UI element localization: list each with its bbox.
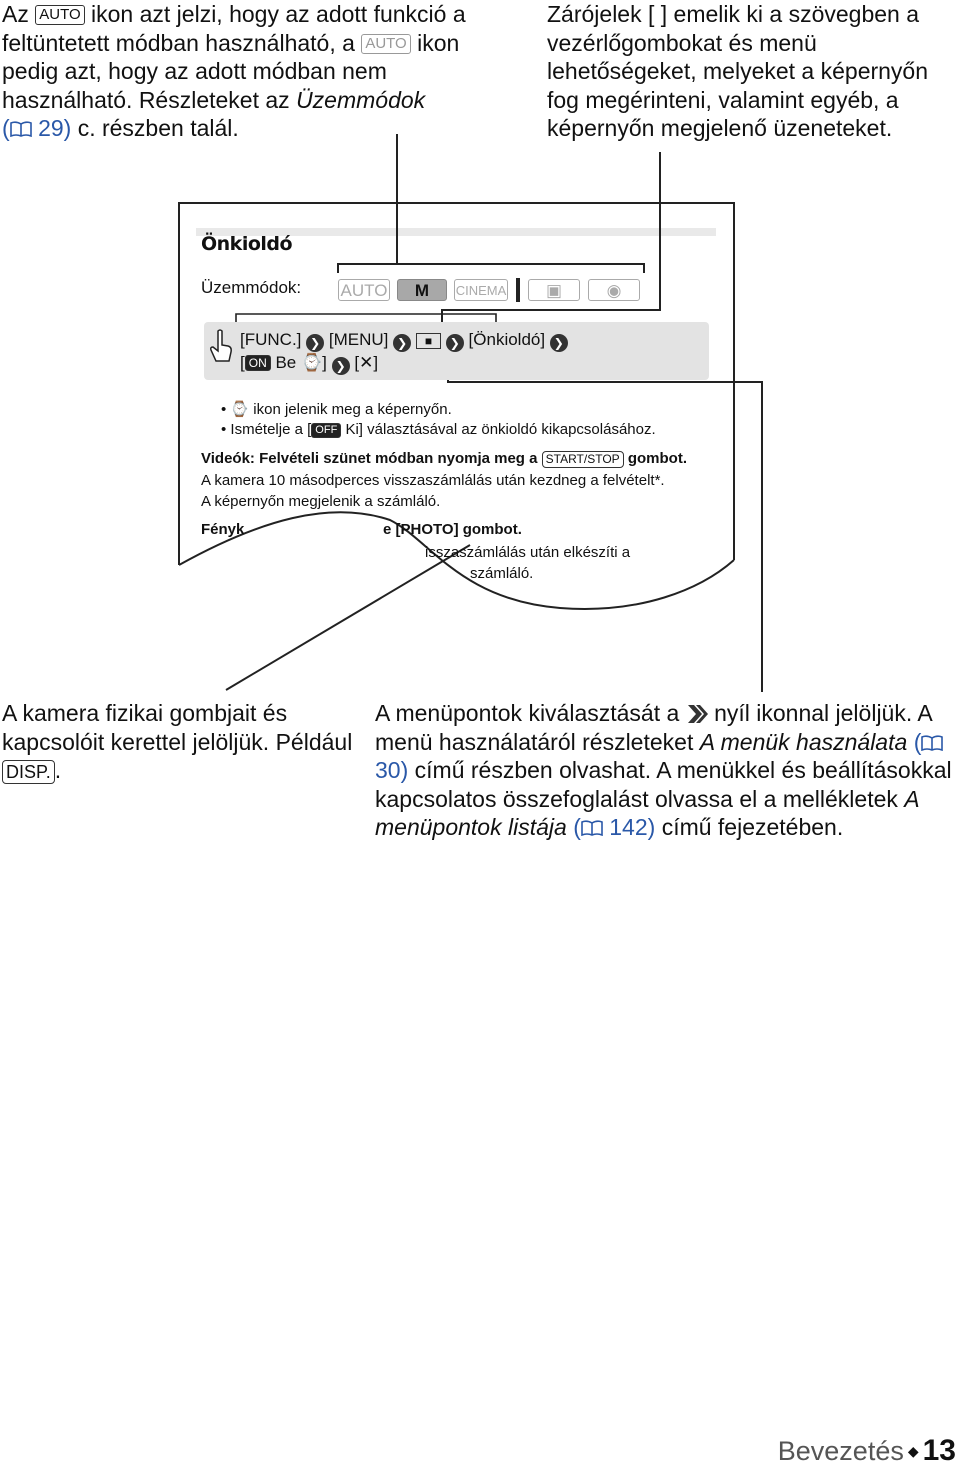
bottom-right-text: című fejezetében. [661, 814, 844, 840]
next-arrow-icon: ❯ [332, 357, 350, 375]
intro-right-paragraph: Zárójelek [ ] emelik ki a szövegben a vezérlőgombokat és menü lehetőségeket, melyeket a képernyőn fog megérinteni, valamint egyéb, a képernyőn megjelenő üzeneteket. [547, 1, 929, 141]
close-button[interactable]: [✕] [354, 353, 379, 372]
video-line-3: A képernyőn megjelenik a számláló. [201, 493, 441, 510]
self-timer-icon: ⌚ [301, 353, 323, 372]
cinema-mode-icon: CINEMA [454, 279, 508, 301]
auto-mode-badge-disabled: AUTO [361, 34, 410, 54]
section-name: Bevezetés [777, 1436, 904, 1466]
bottom-left-text: A kamera fizikai gombjait és kapcsolóit kerettel jelöljük. Például [2, 700, 353, 755]
photo-heading-fragment-b: e [PHOTO] gombot. [383, 521, 522, 538]
bullet-text: Ki] választásával az önkioldó kikapcsolásához. [345, 421, 656, 438]
book-icon [581, 820, 603, 836]
next-arrow-icon: ❯ [550, 334, 568, 352]
bottom-right-paragraph [375, 699, 955, 842]
bullet-text: ikon jelenik meg a képernyőn. [253, 401, 452, 418]
menu-usage-reference: A menük használata [699, 728, 908, 755]
bottom-right-text: nyíl ikonnal jelöljük. A menü használatáról részleteket [375, 700, 932, 755]
next-arrow-icon: ❯ [446, 334, 464, 352]
menu-button[interactable]: [MENU] [328, 330, 389, 349]
frame-title: Önkioldó [201, 233, 293, 255]
video-line-2 [201, 472, 665, 489]
bottom-left-paragraph [2, 699, 362, 785]
intro-text: c. részben talál. [77, 115, 239, 141]
menu-path-line-2 [240, 353, 378, 375]
bracket: [ [240, 353, 245, 372]
double-arrow-icon [686, 703, 708, 725]
on-option-label[interactable]: Be [275, 353, 297, 372]
menu-path-line-1 [240, 330, 568, 352]
bottom-right-text: A menüpontok kiválasztását a [375, 700, 680, 726]
page-reference-link[interactable]: ( 142) [573, 814, 656, 840]
disp-key: DISP. [2, 760, 55, 784]
bottom-right-text: című részben olvashat. A menükkel és beállításokkal kapcsolatos összefoglalást olvassa el a mellékletek [375, 757, 952, 812]
page-number: 13 [922, 1434, 956, 1467]
on-badge: ON [245, 355, 271, 371]
off-badge: OFF [311, 423, 341, 438]
next-arrow-icon: ❯ [393, 334, 411, 352]
period: . [54, 757, 62, 783]
manual-mode-icon: M [397, 279, 447, 301]
bullet-text: Ismételje a [ [230, 421, 312, 438]
intro-text: ikon pedig azt, hogy az adott módban nem használható. Részleteket az [2, 29, 460, 113]
intro-text: Az [2, 1, 29, 27]
func-button[interactable]: [FUNC.] [240, 330, 302, 349]
touch-hand-icon [208, 328, 234, 364]
camera-menu-tab-icon[interactable]: ■ [416, 333, 441, 349]
photo-line-3: számláló. [470, 565, 534, 582]
auto-mode-badge: AUTO [35, 5, 84, 25]
bullet-item-1: • ⌚ ikon jelenik meg a képernyőn. [221, 401, 452, 418]
video-heading-text: gombot. [627, 450, 687, 467]
mode-separator [516, 278, 520, 302]
page-footer [778, 1434, 956, 1468]
video-text: A kamera 10 másodperces visszaszámlálás után kezd [201, 472, 562, 489]
self-timer-menu-item[interactable]: [Önkioldó] [468, 330, 546, 349]
photo-mode-icon: ◉ [588, 279, 640, 301]
menu-list-reference: A menüpontok listája [375, 785, 919, 840]
book-icon [921, 735, 943, 751]
video-heading-text: Videók: Felvételi szünet módban nyomja meg a [201, 450, 538, 467]
self-timer-icon: ⌚ [230, 401, 250, 418]
modes-label: Üzemmódok: [201, 278, 302, 297]
video-heading [201, 450, 687, 468]
photo-heading-fragment-a: Fényk [201, 521, 245, 538]
photo-line-2: isszaszámlálás után elkészíti a [425, 544, 631, 561]
auto-mode-icon: AUTO [338, 279, 390, 301]
page-reference-link[interactable]: ( 29) [2, 115, 72, 141]
video-text: neg a felvételt*. [561, 472, 665, 489]
modes-reference: Üzemmódok [296, 86, 426, 113]
bracket: ] [322, 353, 327, 372]
next-arrow-icon: ❯ [306, 334, 324, 352]
intro-text: ikon azt jelzi, hogy az adott funkció a feltüntetett módban használható, a [2, 1, 466, 56]
diamond-icon: ◆ [907, 1443, 919, 1459]
page-reference-link[interactable]: ( 30) [375, 729, 943, 784]
bullet-item-2: • Ismételje a [ OFF Ki] választásával az önkioldó kikapcsolásához. [221, 421, 656, 438]
start-stop-key: START/STOP [542, 451, 624, 468]
video-mode-icon: ▣ [528, 279, 580, 301]
